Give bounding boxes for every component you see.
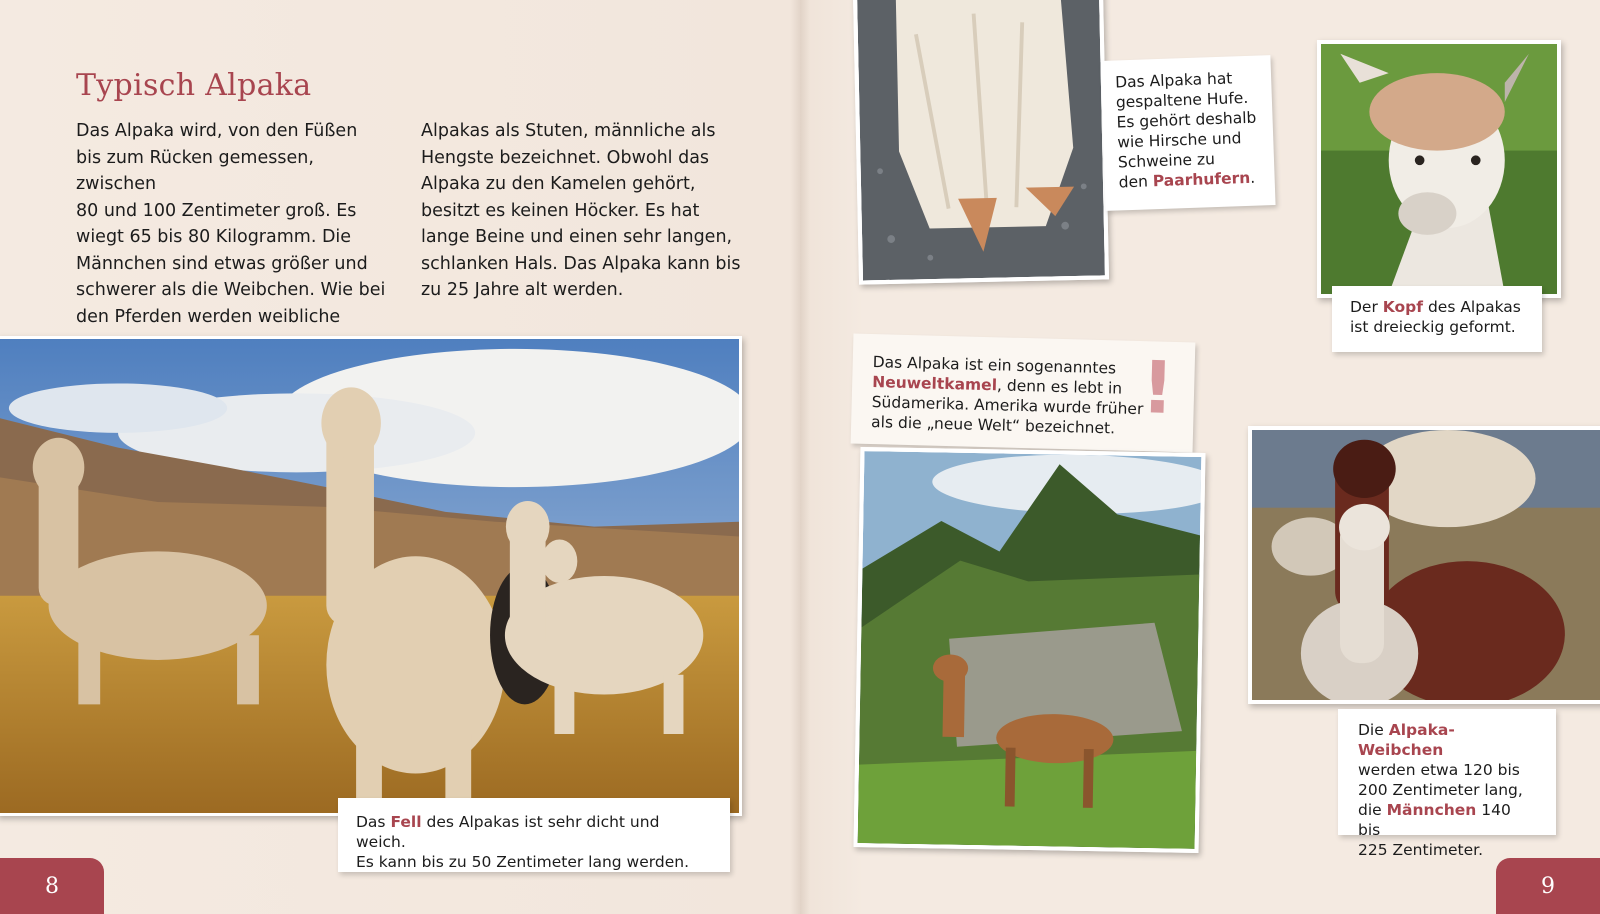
text-line: bis zum Rücken gemessen, zwischen [76,147,314,194]
book-spine [790,0,810,914]
hufe-caption [1100,55,1275,211]
highlight-term: Neuweltkamel [871,373,998,395]
highlight-term: Kopf [1382,298,1424,316]
caption-line: Es gehört deshalb [1116,108,1257,132]
highlight-term: Männchen [1386,801,1477,819]
body-text-column-1 [76,118,396,330]
caption-line [1350,297,1524,317]
section-heading: Typisch Alpaka [76,68,312,103]
caption-text: des Alpakas [1423,298,1521,316]
caption-line [1358,720,1536,760]
text-line: besitzt es keinen Höcker. Es hat [421,200,700,221]
caption-text: die [1358,801,1387,819]
text-line: Männchen sind etwas größer und [76,253,368,274]
caption-line: Südamerika. Amerika wurde früher [871,393,1144,419]
text-line: Alpakas als Stuten, männliche als [421,121,716,141]
fell-caption [338,798,730,872]
page-number-right: 9 [1496,858,1600,914]
caption-line: 225 Zentimeter. [1358,841,1483,859]
caption-text: , denn es lebt in [996,376,1123,398]
caption-line: als die „neue Welt“ bezeichnet. [870,413,1116,438]
neuweltkamel-info-box [851,334,1196,453]
page-number-left: 8 [0,858,104,914]
text-line: zu 25 Jahre alt werden. [421,280,624,300]
caption-text: den [1118,172,1154,192]
caption-text: Der [1350,298,1383,316]
machu-picchu-photo [854,447,1206,853]
weibchen-caption [1338,709,1556,859]
caption-line [1358,800,1536,840]
text-line: Hengste bezeichnet. Obwohl das [421,147,710,168]
caption-line: Es kann bis zu 50 Zentimeter lang werden. [356,853,690,871]
text-line: 80 und 100 Zentimeter groß. Es [76,200,357,221]
text-line: schlanken Hals. Das Alpaka kann bis [421,253,741,274]
caption-text: . [1249,168,1256,187]
highlight-term: Alpaka-Weibchen [1358,721,1455,759]
caption-line: 200 Zentimeter lang, [1358,781,1523,799]
caption-line: ist dreieckig geformt. [1350,318,1516,336]
text-line: schwerer als die Weibchen. Wie bei [76,280,386,300]
caption-line [1118,167,1261,192]
caption-line: gespaltene Hufe. [1115,88,1249,112]
alpaca-hoof-photo [853,0,1109,285]
caption-line: werden etwa 120 bis [1358,761,1520,779]
caption-text: des Alpakas ist sehr dicht und weich. [356,813,660,851]
text-line: den Pferden werden weibliche [76,306,341,327]
alpaca-head-photo [1317,40,1561,298]
body-text-column-2 [421,118,751,304]
text-line: lange Beine und einen sehr langen, [421,227,733,247]
caption-text: 140 bis [1358,801,1511,839]
exclamation-icon: ! [1140,345,1176,430]
kopf-caption [1332,286,1542,352]
alpaca-mother-baby-photo [1248,426,1600,704]
caption-line: Schweine zu [1117,150,1216,172]
text-line: Alpaka zu den Kamelen gehört, [421,174,696,194]
caption-line [356,812,712,852]
caption-text: Das [356,813,391,831]
alpaca-herd-photo [0,336,742,816]
caption-line: wie Hirsche und [1116,129,1242,152]
text-line: Das Alpaka wird, von den Füßen [76,121,358,141]
highlight-term: Fell [390,813,422,831]
text-line: wiegt 65 bis 80 Kilogramm. Die [76,227,352,247]
caption-line: Das Alpaka hat [1114,69,1233,92]
caption-text: Die [1358,721,1389,739]
caption-line: Das Alpaka ist ein sogenanntes [872,353,1117,378]
highlight-term: Paarhufern [1152,168,1251,191]
